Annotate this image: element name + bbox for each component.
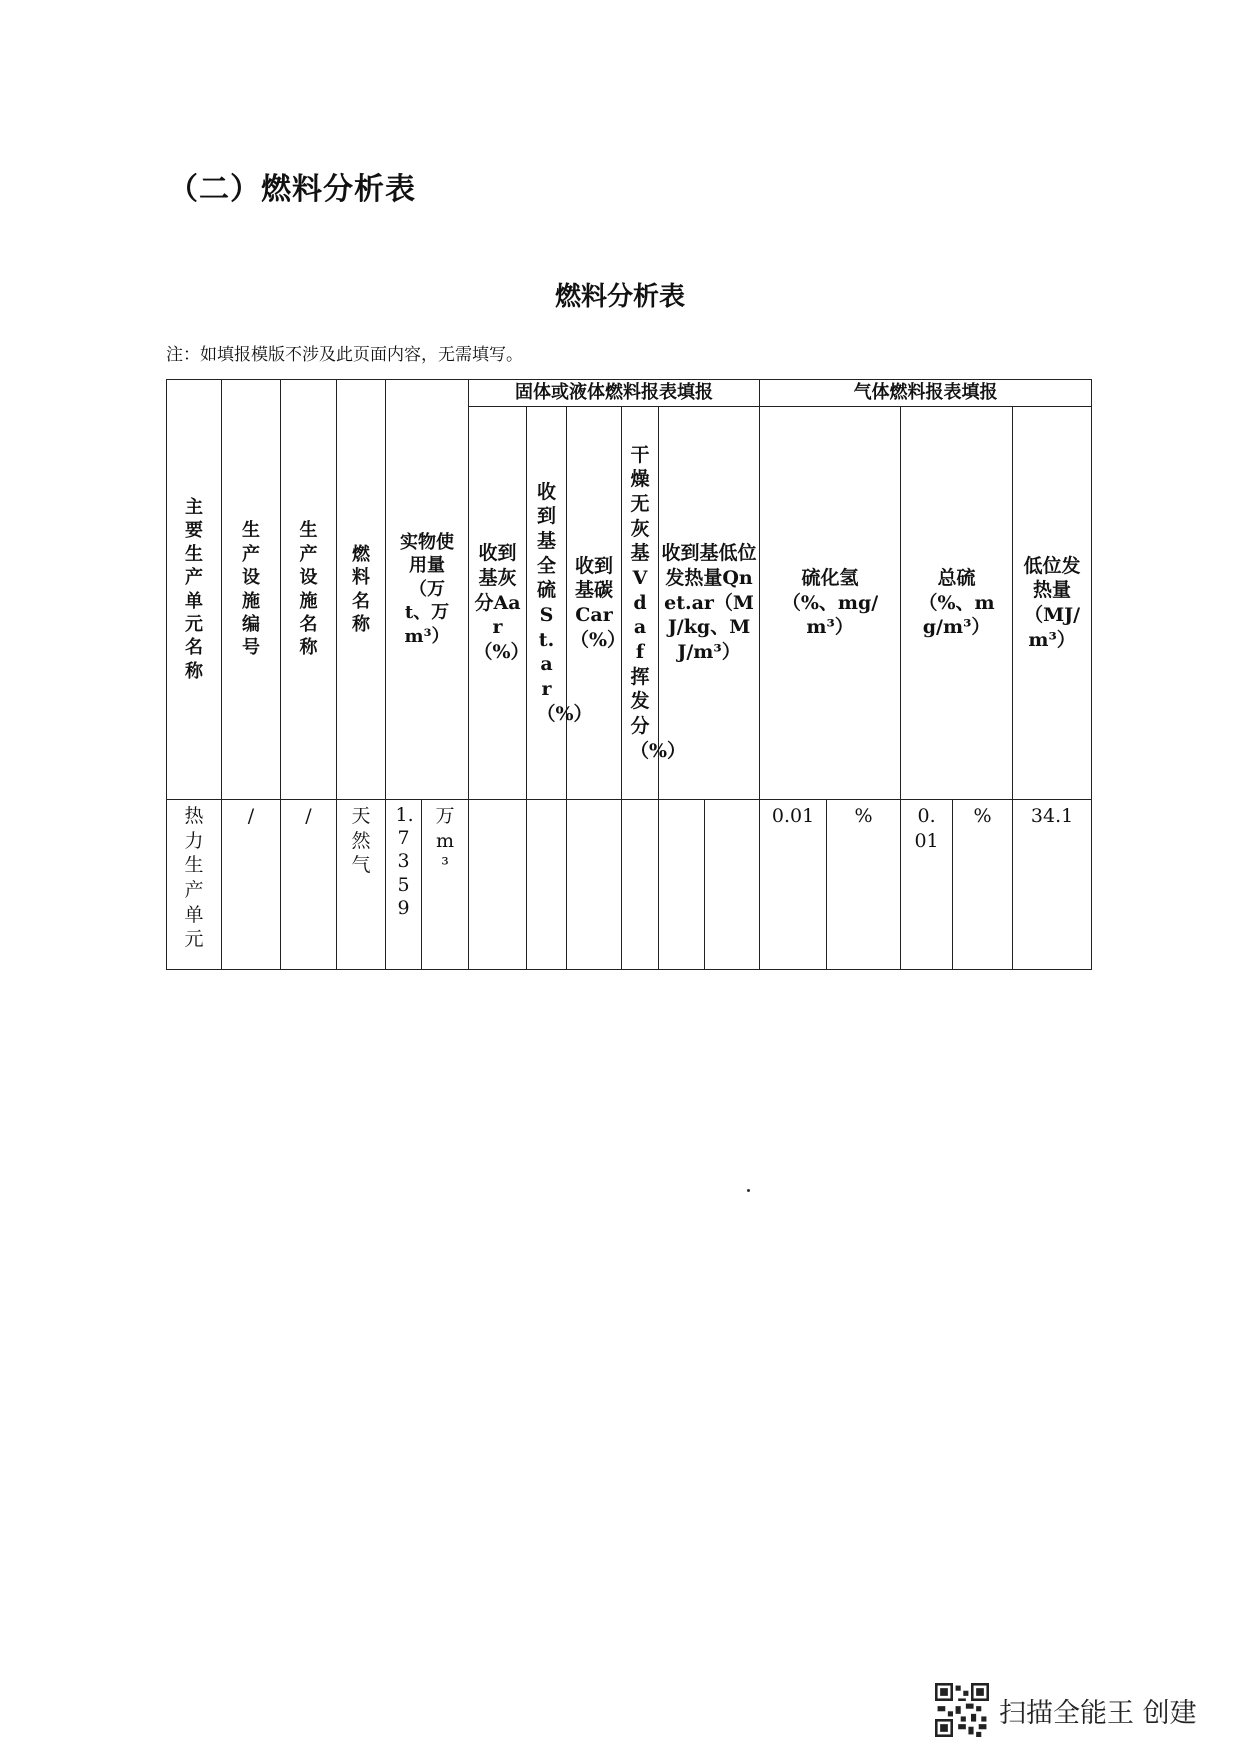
cell-total-sulfur-unit: % [953,800,1013,970]
header-volatile: 干燥无灰基Vdaf挥发分（%） [622,407,659,800]
cell-low-calorific: 34.1 [1013,800,1092,970]
group-header-gas: 气体燃料报表填报 [760,380,1092,407]
scanner-watermark [935,1683,1197,1737]
table-row [167,800,1092,970]
cell-usage-unit: 万m³ [422,800,469,970]
cell-total-sulfur-value: 0.01 [901,800,953,970]
cell-facility-name: / [281,800,337,970]
cell-carbon [567,800,622,970]
header-low-calorific: 低位发热量（MJ/m³） [1013,407,1092,800]
header-fuel-name: 燃料名称 [337,380,386,800]
header-carbon: 收到基碳Car（%） [567,407,622,800]
cell-usage-value: 1.7359 [386,800,422,970]
qr-code-icon [935,1683,989,1737]
cell-fuel-name: 天然气 [337,800,386,970]
cell-volatile [622,800,659,970]
header-usage: 实物使用量（万t、万m³） [386,380,469,800]
group-header-solid-liquid: 固体或液体燃料报表填报 [469,380,760,407]
cell-facility-code: / [222,800,281,970]
fill-note: 注：如填报模版不涉及此页面内容，无需填写。 [166,345,523,365]
cell-ash [469,800,527,970]
header-ash: 收到基灰分Aar（%） [469,407,527,800]
header-facility-code: 生产设施编号 [222,380,281,800]
section-heading: （二）燃料分析表 [168,172,416,207]
cell-h2s-unit: % [827,800,901,970]
table-title: 燃料分析表 [554,282,685,312]
header-facility-name: 生产设施名称 [281,380,337,800]
cell-calorific-unit [705,800,760,970]
cell-h2s-value: 0.01 [760,800,827,970]
scan-speck [747,1189,750,1192]
cell-calorific-value [659,800,705,970]
header-h2s: 硫化氢（%、mg/m³） [760,407,901,800]
header-total-sulfur: 总硫（%、mg/m³） [901,407,1013,800]
watermark-text: 扫描全能王 创建 [999,1697,1197,1729]
header-sulfur: 收到基全硫St.ar（%） [527,407,567,800]
cell-sulfur [527,800,567,970]
header-unit-name: 主要生产单元名称 [167,380,222,800]
fuel-analysis-table [166,379,1092,970]
header-calorific: 收到基低位发热量Qnet.ar（MJ/kg、MJ/m³） [659,407,760,800]
cell-unit-name: 热力生产单元 [167,800,222,970]
